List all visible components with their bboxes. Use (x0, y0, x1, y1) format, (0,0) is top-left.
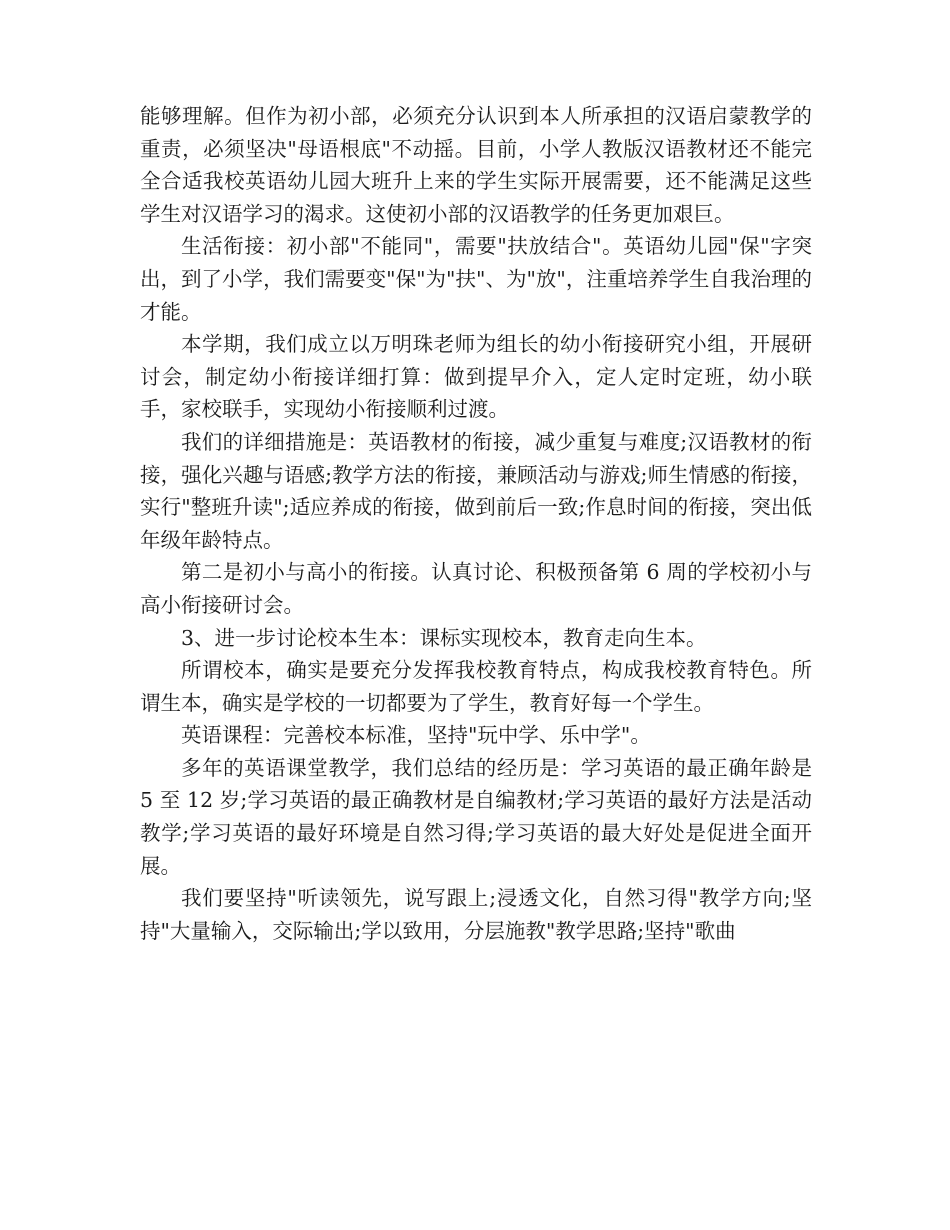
paragraph: 英语课程：完善校本标准，坚持"玩中学、乐中学"。 (181, 723, 651, 748)
paragraph: 我们要坚持"听读领先，说写跟上;浸透文化，自然习得"教学方向;坚持"大量输入，交际输出;学以致用，分层施教"教学思路;坚持"歌曲 (140, 886, 812, 943)
document-page (140, 100, 812, 947)
paragraph: 多年的英语课堂教学，我们总结的经历是：学习英语的最正确年龄是 5 至 12 岁;学习英语的最正确教材是自编教材;学习英语的最好方法是活动教学;学习英语的最好环境是自然习得;学习英语的最大好处是促进全面开展。 (140, 755, 812, 878)
paragraph: 生活衔接：初小部"不能同"，需要"扶放结合"。英语幼儿园"保"字突出，到了小学，我们需要变"保"为"扶"、为"放"，注重培养学生自我治理的才能。 (140, 234, 812, 324)
paragraph: 能够理解。但作为初小部，必须充分认识到本人所承担的汉语启蒙教学的重责，必须坚决"母语根底"不动摇。目前，小学人教版汉语教材还不能完全合适我校英语幼儿园大班升上来的学生实际开展需要，还不能满足这些学生对汉语学习的渴求。这使初小部的汉语教学的任务更加艰巨。 (140, 104, 812, 226)
paragraph: 第二是初小与高小的衔接。认真讨论、积极预备第 6 周的学校初小与高小衔接研讨会。 (140, 560, 812, 617)
paragraph: 我们的详细措施是：英语教材的衔接，减少重复与难度;汉语教材的衔接，强化兴趣与语感;教学方法的衔接，兼顾活动与游戏;师生情感的衔接，实行"整班升读";适应养成的衔接，做到前后一致;作息时间的衔接，突出低年级年龄特点。 (140, 429, 812, 552)
paragraph: 本学期，我们成立以万明珠老师为组长的幼小衔接研究小组，开展研讨会，制定幼小衔接详细打算：做到提早介入，定人定时定班，幼小联手，家校联手，实现幼小衔接顺利过渡。 (140, 332, 812, 422)
paragraph: 3、进一步讨论校本生本：课标实现校本，教育走向生本。 (181, 625, 707, 650)
paragraph: 所谓校本，确实是要充分发挥我校教育特点，构成我校教育特色。所谓生本，确实是学校的一切都要为了学生，教育好每一个学生。 (140, 658, 812, 715)
